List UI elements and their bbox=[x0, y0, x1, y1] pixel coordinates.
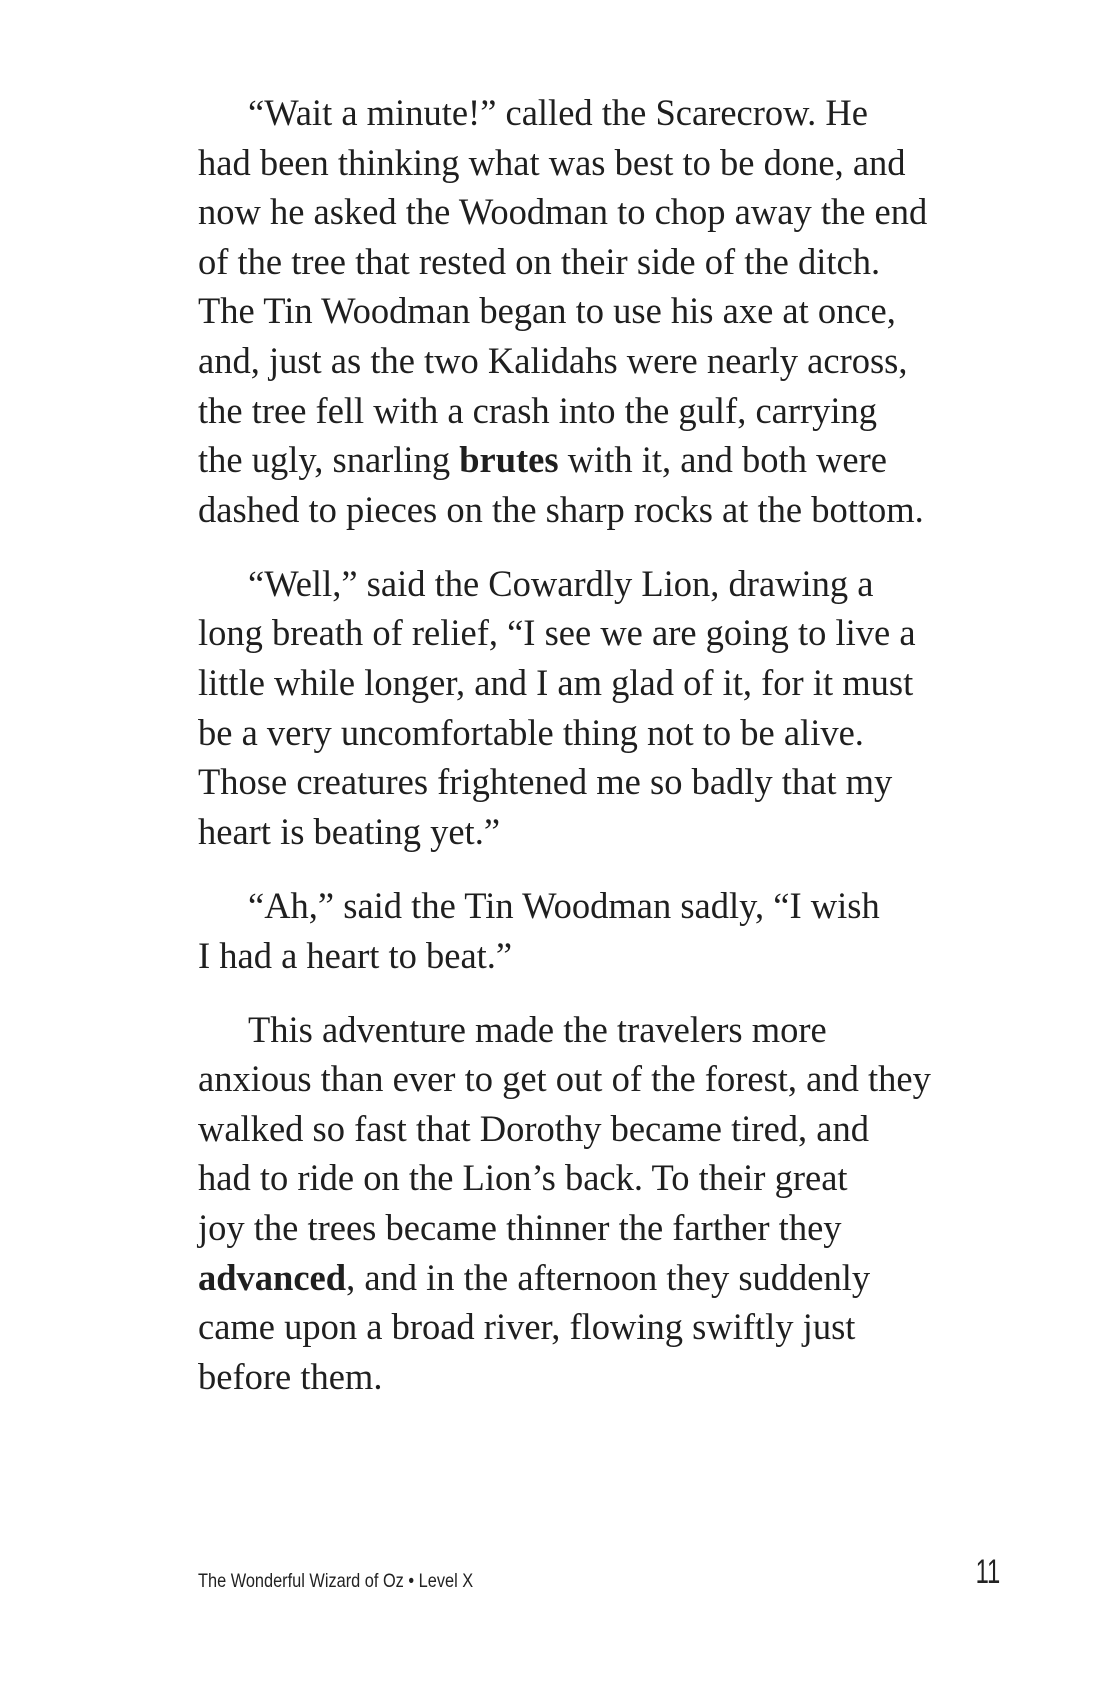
text-line: walked so fast that Dorothy became tired, and bbox=[198, 1107, 869, 1149]
vocabulary-word: brutes bbox=[459, 439, 559, 481]
text-line: little while longer, and I am glad of it, for it must bbox=[198, 662, 914, 704]
text-line: anxious than ever to get out of the forest, and they bbox=[198, 1058, 931, 1100]
text-line: “Wait a minute!” called the Scarecrow. He bbox=[248, 92, 868, 133]
text-line: the tree fell with a crash into the gulf, carrying bbox=[198, 389, 878, 431]
text-line: and, just as the two Kalidahs were nearly across, bbox=[198, 339, 908, 381]
paragraph-2 bbox=[198, 559, 998, 857]
text-line: long breath of relief, “I see we are going to live a bbox=[198, 612, 916, 654]
text-line: came upon a broad river, flowing swiftly just bbox=[198, 1306, 856, 1348]
text-line: “Ah,” said the Tin Woodman sadly, “I wish bbox=[248, 884, 880, 926]
text-line: heart is beating yet.” bbox=[198, 810, 501, 852]
text-line: had to ride on the Lion’s back. To their great bbox=[198, 1157, 848, 1199]
story-text bbox=[198, 88, 998, 1401]
text-line bbox=[198, 435, 998, 485]
text-line: I had a heart to beat.” bbox=[198, 934, 513, 976]
page-number: 11 bbox=[975, 1553, 1000, 1591]
vocabulary-word: advanced bbox=[198, 1256, 347, 1298]
text-line: The Tin Woodman began to use his axe at once, bbox=[198, 290, 896, 332]
paragraph-1 bbox=[198, 88, 998, 534]
text-line: now he asked the Woodman to chop away the end bbox=[198, 191, 928, 233]
text-run: , and in the afternoon they suddenly bbox=[346, 1256, 871, 1298]
text-line: had been thinking what was best to be done, and bbox=[198, 141, 906, 183]
text-line: This adventure made the travelers more bbox=[248, 1008, 827, 1050]
footer-book-title: The Wonderful Wizard of Oz • Level X bbox=[198, 1571, 474, 1592]
text-line: Those creatures frightened me so badly that my bbox=[198, 761, 893, 803]
text-line: be a very uncomfortable thing not to be alive. bbox=[198, 711, 864, 753]
text-run: the ugly, snarling bbox=[198, 439, 460, 481]
paragraph-3 bbox=[198, 881, 998, 980]
text-line bbox=[198, 1253, 998, 1303]
text-line: joy the trees became thinner the farther they bbox=[198, 1206, 842, 1248]
text-line: before them. bbox=[198, 1355, 383, 1397]
text-line: of the tree that rested on their side of the ditch. bbox=[198, 240, 881, 282]
paragraph-4 bbox=[198, 1005, 998, 1402]
text-line: dashed to pieces on the sharp rocks at the bottom. bbox=[198, 488, 924, 530]
text-line: “Well,” said the Cowardly Lion, drawing a bbox=[248, 562, 874, 604]
text-run: with it, and both were bbox=[558, 439, 887, 481]
